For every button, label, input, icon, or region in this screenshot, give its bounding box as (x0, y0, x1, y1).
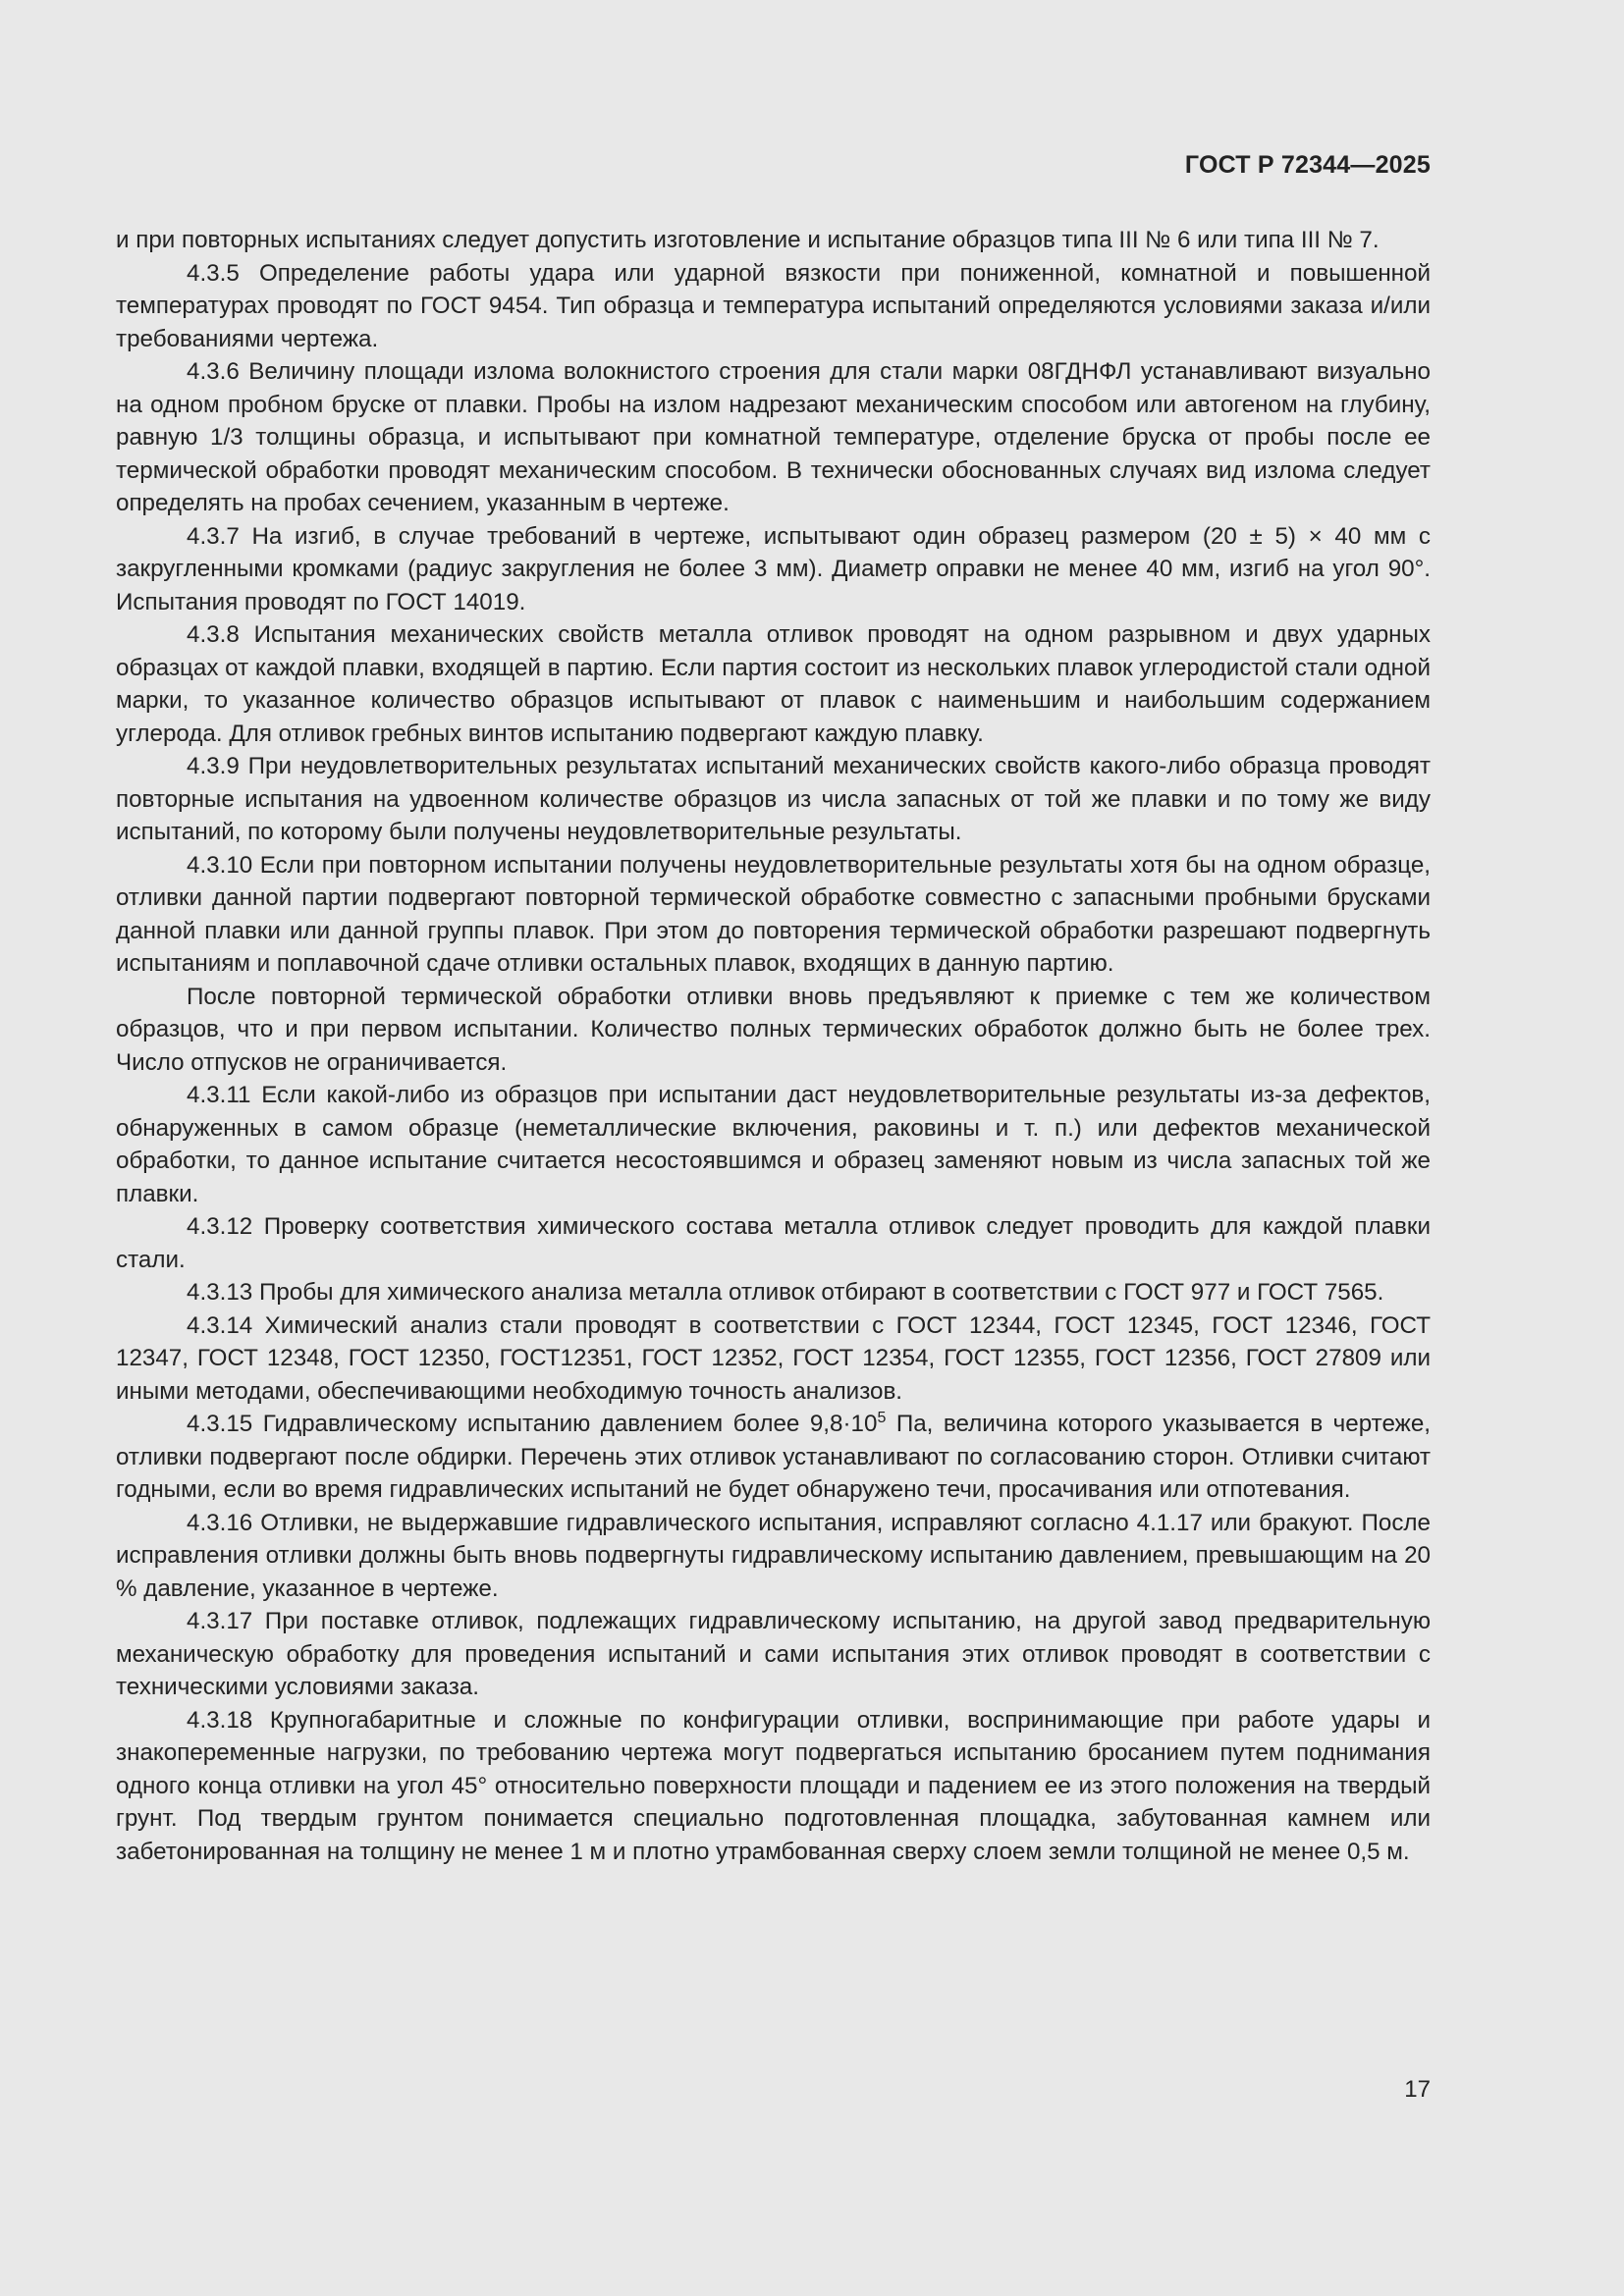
paragraph-4-3-7: 4.3.7 На изгиб, в случае требований в чертеже, испытывают один образец размером (20 ± 5) × 40 мм с закругленными кромками (радиус закругления не более 3 мм). Диаметр оправки не менее 40 мм, изгиб на угол 90°. Испытания проводят по ГОСТ 14019. (116, 522, 1431, 615)
page-number: 17 (1404, 2076, 1431, 2103)
paragraph-4-3-15-start: 4.3.15 Гидравлическому испытанию давлением более 9,8·10 (187, 1411, 878, 1437)
paragraph-4-3-10-continued: После повторной термической обработки отливки вновь предъявляют к приемке с тем же количеством образцов, что и при первом испытании. Количество полных термических обработок должно быть не более трех. Число отпусков не ограничивается. (116, 983, 1431, 1076)
paragraph-continuation: и при повторных испытаниях следует допустить изготовление и испытание образцов типа III № 6 или типа III № 7. (116, 227, 1380, 253)
paragraph-4-3-8: 4.3.8 Испытания механических свойств металла отливок проводят на одном разрывном и двух ударных образцах от каждой плавки, входящей в партию. Если партия состоит из нескольких плавок углеродистой стали одной марки, то указанное количество образцов испытывают от плавок с наименьшим и наибольшим содержанием углерода. Для отливок гребных винтов испытанию подвергают каждую плавку. (116, 621, 1431, 747)
paragraph-4-3-17: 4.3.17 При поставке отливок, подлежащих гидравлическому испытанию, на другой завод предварительную механическую обработку для проведения испытаний и сами испытания этих отливок проводят в соответствии с техническими условиями заказа. (116, 1608, 1431, 1700)
paragraph-4-3-18: 4.3.18 Крупногабаритные и сложные по конфигурации отливки, воспринимающие при работе удары и знакопеременные нагрузки, по требованию чертежа могут подвергаться испытанию бросанием путем поднимания одного конца отливки на угол 45° относительно поверхности площади и падением ее из этого положения на твердый грунт. Под твердым грунтом понимается специально подготовленная площадка, забутованная камнем или забетонированная на толщину не менее 1 м и плотно утрамбованная сверху слоем земли толщиной не менее 0,5 м. (116, 1706, 1431, 1865)
body-text (116, 224, 1431, 1868)
paragraph-4-3-14: 4.3.14 Химический анализ стали проводят в соответствии с ГОСТ 12344, ГОСТ 12345, ГОСТ 12346, ГОСТ 12347, ГОСТ 12348, ГОСТ 12350, ГОСТ12351, ГОСТ 12352, ГОСТ 12354, ГОСТ 12355, ГОСТ 12356, ГОСТ 27809 или иными методами, обеспечивающими необходимую точность анализов. (116, 1311, 1431, 1405)
paragraph-4-3-15-rest: Па, величина которого указывается в чертеже, отливки подвергают после обдирки. Перечень этих отливок устанавливают по согласованию сторон. Отливки считают годными, если во время гидравлических испытаний не будет обнаружено течи, просачивания или отпотевания. (116, 1411, 1431, 1503)
paragraph-4-3-15 (116, 1408, 1431, 1507)
paragraph-4-3-11: 4.3.11 Если какой-либо из образцов при испытании даст неудовлетворительные результаты из-за дефектов, обнаруженных в самом образце (неметаллические включения, раковины и т. п.) или дефектов механической обработки, то данное испытание считается несостоявшимся и образец заменяют новым из числа запасных той же плавки. (116, 1082, 1431, 1207)
paragraph-4-3-5: 4.3.5 Определение работы удара или ударной вязкости при пониженной, комнатной и повышенной температурах проводят по ГОСТ 9454. Тип образца и температура испытаний определяются условиями заказа и/или требованиями чертежа. (116, 259, 1431, 352)
paragraph-4-3-13: 4.3.13 Пробы для химического анализа металла отливок отбирают в соответствии с ГОСТ 977 и ГОСТ 7565. (187, 1279, 1384, 1306)
paragraph-4-3-9: 4.3.9 При неудовлетворительных результатах испытаний механических свойств какого-либо образца проводят повторные испытания на удвоенном количестве образцов из числа запасных от той же плавки и по тому же виду испытаний, по которому были получены неудовлетворительные результаты. (116, 753, 1431, 845)
document-code-header: ГОСТ Р 72344—2025 (1184, 151, 1431, 179)
paragraph-4-3-12: 4.3.12 Проверку соответствия химического состава металла отливок следует проводить для каждой плавки стали. (116, 1213, 1431, 1273)
paragraph-4-3-16: 4.3.16 Отливки, не выдержавшие гидравлического испытания, исправляют согласно 4.1.17 или бракуют. После исправления отливки должны быть вновь подвергнуты гидравлическому испытанию давлением, превышающим на 20 % давление, указанное в чертеже. (116, 1509, 1431, 1602)
paragraph-4-3-6: 4.3.6 Величину площади излома волокнистого строения для стали марки 08ГДНФЛ устанавливают визуально на одном пробном бруске от плавки. Пробы на излом надрезают механическим способом или автогеном на глубину, равную 1/3 толщины образца, и испытывают при комнатной температуре, отделение бруска от пробы после ее термической обработки проводят механическим способом. В технически обоснованных случаях вид излома следует определять на пробах сечением, указанным в чертеже. (116, 358, 1431, 516)
exponent: 5 (877, 1410, 887, 1426)
paragraph-4-3-10: 4.3.10 Если при повторном испытании получены неудовлетворительные результаты хотя бы на одном образце, отливки данной партии подвергают повторной термической обработке совместно с запасными пробными брусками данной плавки или данной группы плавок. При этом до повторения термической обработки разрешают подвергнуть испытаниям и поплавочной сдаче отливки остальных плавок, входящих в данную партию. (116, 851, 1431, 977)
